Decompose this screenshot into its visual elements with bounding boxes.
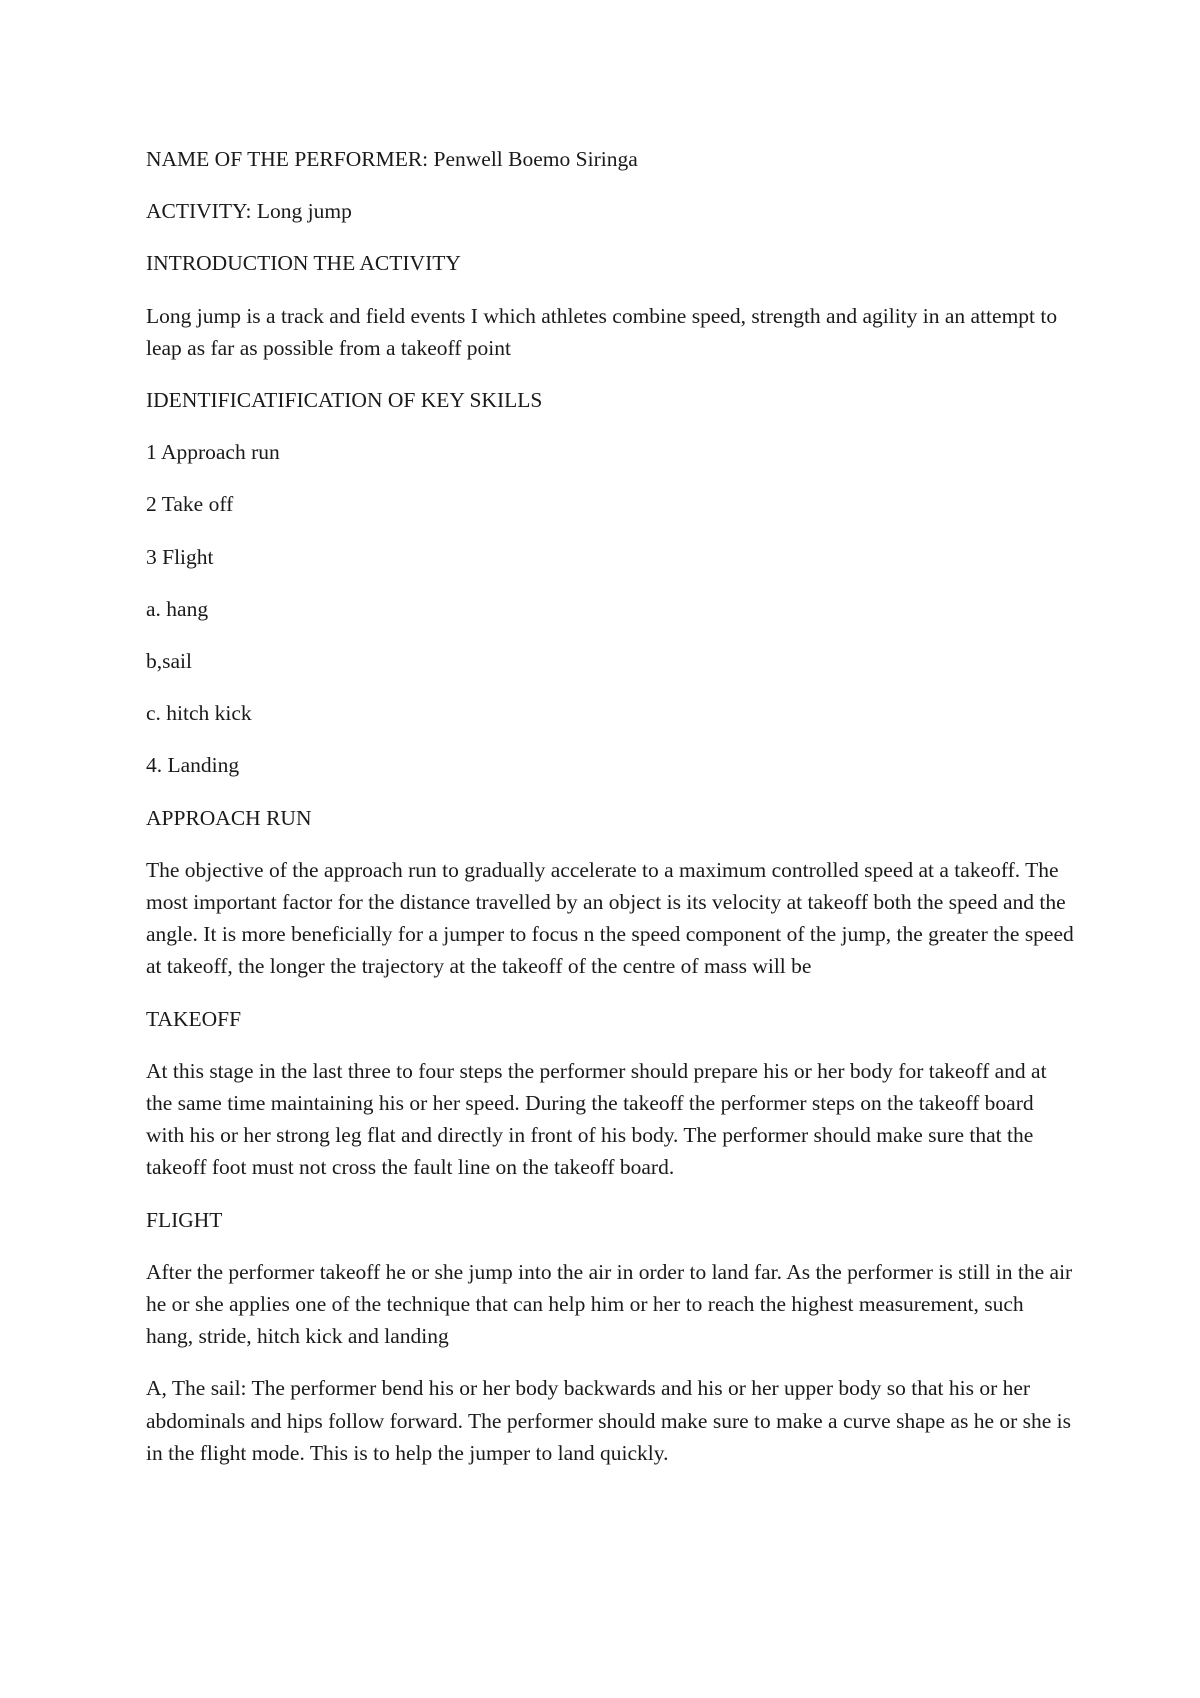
list-item: b,sail xyxy=(146,649,192,674)
sail-paragraph: A, The sail: The performer bend his or her body backwards and his or her upper body so that his or her abdominals and hips follow forward. The performer should make sure to make a curve shape as he or she is in the flight mode. This is to help the jumper to land quickly. xyxy=(146,1376,1072,1465)
activity-line: ACTIVITY: Long jump xyxy=(146,199,352,224)
document-body xyxy=(146,143,1076,1489)
list-item: c. hitch kick xyxy=(146,701,252,726)
flight-paragraph: After the performer takeoff he or she jump into the air in order to land far. As the performer is still in the air he or she applies one of the technique that can help him or her to reach the highest measurement, such hang, stride, hitch kick and landing xyxy=(146,1259,1073,1349)
key-skills-heading: IDENTIFICATIFICATION OF KEY SKILLS xyxy=(146,388,543,413)
list-item: a. hang xyxy=(146,596,209,621)
introduction-heading: INTRODUCTION THE ACTIVITY xyxy=(146,251,461,276)
introduction-paragraph: Long jump is a track and field events I which athletes combine speed, strength and agility in an attempt to leap as far as possible from a takeoff point xyxy=(146,303,1058,360)
list-item: 3 Flight xyxy=(146,544,214,569)
approach-run-paragraph: The objective of the approach run to gradually accelerate to a maximum controlled speed at a takeoff. The most important factor for the distance travelled by an object is its velocity at takeoff both the speed and the angle. It is more beneficially for a jumper to focus n the speed component of the jump, the greater the speed at takeoff, the longer the trajectory at the takeoff of the centre of mass will be xyxy=(146,857,1074,979)
flight-heading: FLIGHT xyxy=(146,1207,223,1232)
takeoff-heading: TAKEOFF xyxy=(146,1006,242,1031)
approach-run-heading: APPROACH RUN xyxy=(146,805,312,830)
list-item: 1 Approach run xyxy=(146,440,280,465)
list-item: 4. Landing xyxy=(146,753,240,778)
takeoff-paragraph: At this stage in the last three to four steps the performer should prepare his or her body for takeoff and at the same time maintaining his or her speed. During the takeoff the performer steps on the takeoff board with his or her strong leg flat and directly in front of his body. The performer should make sure that the takeoff foot must not cross the fault line on the takeoff board. xyxy=(146,1058,1047,1180)
performer-name-line: NAME OF THE PERFORMER: Penwell Boemo Siringa xyxy=(146,147,638,171)
list-item: 2 Take off xyxy=(146,492,234,517)
